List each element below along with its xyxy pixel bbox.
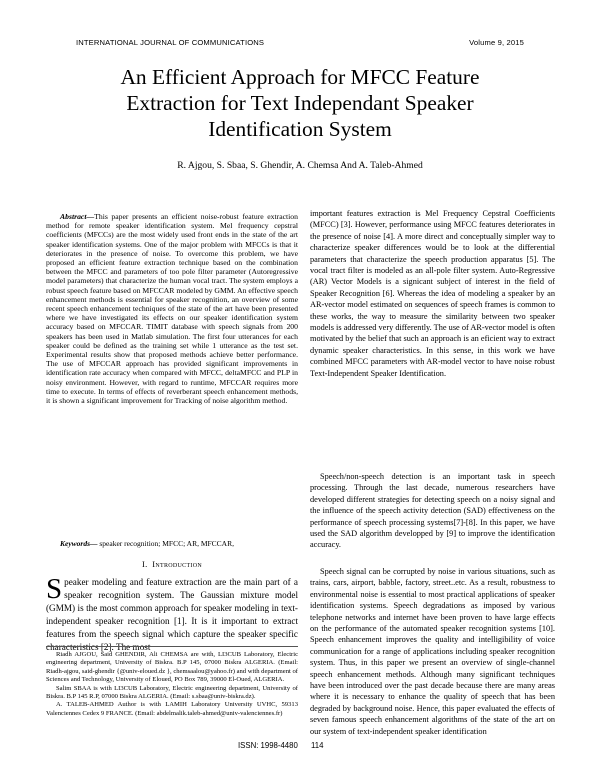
section-heading — [46, 560, 298, 569]
section-number: I. — [141, 560, 148, 569]
footnote-paragraph: Salim SBAA is with LI3CUB Laboratory, Electric engineering department, University of Biskra. B.P 145 R.P, 07000 Biskra ALGERIA. (Email: s.sbaa@univ-biskra.dz). — [46, 684, 298, 701]
page-number: 114 — [311, 741, 324, 750]
title-line: Identification System — [208, 117, 392, 141]
abstract — [46, 212, 298, 405]
keywords — [46, 539, 298, 548]
title-line: Extraction for Text Independant Speaker — [126, 91, 474, 115]
abstract-text: This paper presents an efficient noise-robust feature extraction method for remote speaker identification system. Mel frequency cepstral coefficients (MFCCs) are the most widely used front ends in the state of the art speaker identification systems. One of the major problem with MFCCs is that it deteriorates in the presence of noise. To overcome this problem, we have proposed an efficient feature extraction technique based on the combination between the MFCC and parameters of too pole filter parameter (Autoregressive model parameters) that characterize the human vocal tract. The system employs a robust speech feature based on MFCCAR modeled by GMM. An effective speech enhancement methods is essential for speaker recognition, an overview of some recent speech enhancement techniques of the state of the art have been presented where we have investigated its effects on our speaker identification system accuracy based on MFCCAR. TIMIT database with speech signals from 200 speakers has been used in Matlab simulation. The first four utterances for each speaker could be defined as the training set while 1 utterance as the test set. Experimental results show that proposed methods achieve better performance. The use of MFCCAR approach has provided significant improvements in identification rate accuracy when compared with MFCC, deltaMFCC and PLP in noisy environment. However, with regard to runtime, MFCCAR requires more time to execute. In terms of effects of reverberant speech enhancement methods, it is shown a significant improvement for Tracking of noise algorithm method. — [46, 212, 298, 406]
intro-paragraph — [46, 573, 298, 654]
keywords-label: Keywords— — [60, 539, 98, 548]
intro-text: peaker modeling and feature extraction are the main part of a speaker recognition system. The Gaussian mixture model (GMM) is the most common approach for speaker modeling in text-independent speaker recognition [1]. It is it important to extract features from the speech signal which capture the speaker specific characteristics [2]. The most — [46, 577, 298, 652]
footnote-divider — [46, 646, 298, 647]
body-paragraph: important features extraction is Mel Frequency Cepstral Coefficients (MFCC) [3]. However, performance using MFCC features deteriorates in the presence of noise [4]. A more direct and conceptually simpler way to characterize speaker differences would be to look at the differential parameters that characterize the speech production apparatus [5]. The vocal tract filter is modeled as an all-pole filter system. Auto-Regressive (AR) Vector Models is a signicant subject of interest in the field of Speaker Recognition [6]. Whereas the idea of modeling a speaker by an AR-vector model estimated on sequences of speech frames is common to these works, the way to measure the similarity between two speaker models is addressed very differently. The use of AR-vector model is often motivated by the belief that such an approach is an eficient way to extract dynamic speaker characteristics. In this sense, in this work we have combined MFCC parameters with AR-model vector to have noise robust Text-Independent Speaker Identification. — [310, 209, 555, 378]
issn: ISSN: 1998-4480 — [238, 741, 298, 750]
paper-title — [60, 64, 540, 142]
volume-info: Volume 9, 2015 — [469, 38, 524, 47]
abstract-label: Abstract— — [60, 212, 95, 221]
author-footnote — [46, 651, 298, 718]
body-paragraph: Speech/non-speech detection is an important task in speech processing. Through the last decade, numerous researchers have developed different strategies for detecting speech on a noisy signal and the influence of the speech activity detection (SAD) effectiveness on the performance of speech processing systems[7]-[8]. In this paper, we have used the SAD algorithm developped by [9] to improve the identification accuracy. — [310, 472, 555, 550]
keywords-text: speaker recognition; MFCC; AR, MFCCAR, — [97, 539, 234, 548]
author-list: R. Ajgou, S. Sbaa, S. Ghendir, A. Chemsa And A. Taleb-Ahmed — [177, 160, 423, 171]
journal-name: INTERNATIONAL JOURNAL OF COMMUNICATIONS — [76, 38, 265, 47]
title-line: An Efficient Approach for MFCC Feature — [120, 65, 480, 89]
drop-cap: S — [46, 573, 63, 605]
body-paragraph: Speech signal can be corrupted by noise in various situations, such as trains, cars, airport, babble, factory, street..etc. As a result, robustness to environmental noise is essential to most practical applications of speaker identification systems. Speech degradations as imposed by various telephone networks and internet have been proven to have large effects on the performance of the automated speaker recognition systems [10]. Speech enhancement improves the quality and intelligibility of voice communication for a range of applications including speaker recognition system. Thus, in this paper we present an overview of single-channel speech enhancement methods. Although many significant techniques have been introduced over the past decade because there are many areas where it is necessary to enhance the quality of speech that has been degraded by background noise. Hence, this paper evaluated the effects of seven famous speech enhancement algorithms of the state of the art on our system of text-independent speaker identification — [310, 567, 555, 736]
footnote-paragraph: Riadh AJGOU, Said GHENDIR, Ali CHEMSA are with, LI3CUB Laboratory, Electric engineering department, University of Biskra. B.P 145, 07000 Biskra ALGERIA. (Email: Riadh-ajgou, said-ghendir {@univ-eloued.dz }, chemsaalou@yahoo.fr) and with department of Sciences and Technology, University of Eloued, PO Box 789, 39000 El-Oued, ALGERIA. — [46, 651, 298, 684]
section-title: Introduction — [152, 560, 202, 569]
footnote-paragraph: A. TALEB-AHMED Author is with LAMIH Laboratory University UVHC, 59313 Valenciennes Cedex 9 FRANCE. (Email: abdelmalik.taleb-ahmed@univ-valenciennes.fr) — [46, 701, 298, 717]
